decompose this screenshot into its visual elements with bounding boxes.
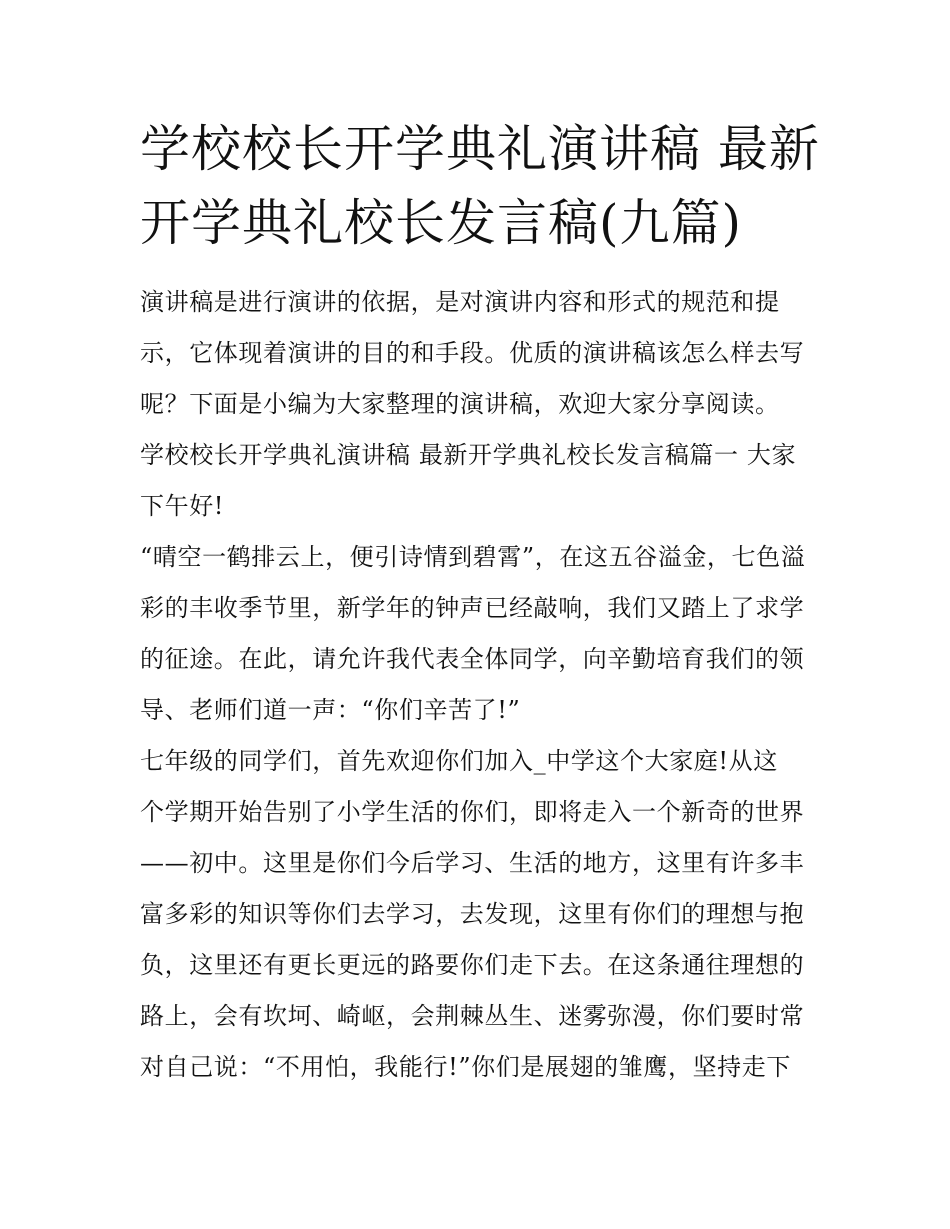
body-line: 示，它体现着演讲的目的和手段。优质的演讲稿该怎么样去写 — [140, 339, 805, 367]
body-line: 导、老师们道一声：“你们辛苦了!” — [140, 696, 521, 724]
body-line: 演讲稿是进行演讲的依据，是对演讲内容和形式的规范和提 — [140, 288, 780, 316]
body-line: 个学期开始告别了小学生活的你们，即将走入一个新奇的世界 — [140, 798, 805, 826]
document-title — [140, 112, 830, 260]
title-line-1: 学校校长开学典礼演讲稿 最新 — [140, 120, 820, 178]
body-line: 彩的丰收季节里，新学年的钟声已经敲响，我们又踏上了求学 — [140, 594, 805, 622]
body-line: ——初中。这里是你们今后学习、生活的地方，这里有许多丰 — [140, 849, 805, 877]
body-line: “晴空一鹤排云上，便引诗情到碧霄”，在这五谷溢金，七色溢 — [140, 543, 806, 571]
body-line: 的征途。在此，请允许我代表全体同学，向辛勤培育我们的领 — [140, 645, 805, 673]
body-line: 下午好! — [140, 492, 225, 520]
body-line: 七年级的同学们，首先欢迎你们加入_中学这个大家庭!从这 — [140, 747, 778, 775]
body-line: 呢？下面是小编为大家整理的演讲稿，欢迎大家分享阅读。 — [140, 390, 780, 418]
document-body — [140, 280, 830, 1096]
body-line: 路上，会有坎坷、崎岖，会荆棘丛生、迷雾弥漫，你们要时常 — [140, 1002, 805, 1030]
body-line: 对自己说：“不用怕，我能行!”你们是展翅的雏鹰，坚持走下 — [140, 1053, 791, 1081]
body-line: 负，这里还有更长更远的路要你们走下去。在这条通往理想的 — [140, 951, 805, 979]
title-line-2: 开学典礼校长发言稿(九篇) — [140, 194, 743, 252]
body-line: 学校校长开学典礼演讲稿 最新开学典礼校长发言稿篇一 大家 — [140, 441, 797, 469]
body-line: 富多彩的知识等你们去学习，去发现，这里有你们的理想与抱 — [140, 900, 805, 928]
